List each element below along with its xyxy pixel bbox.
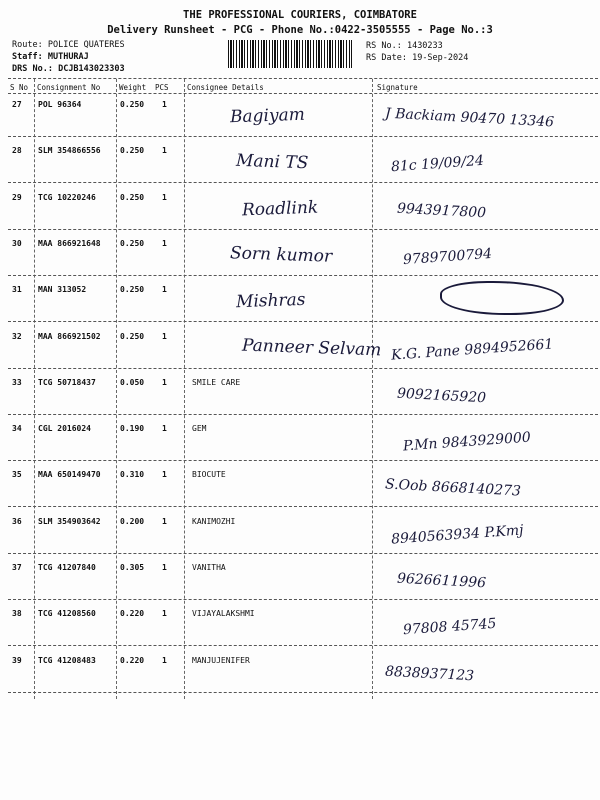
col-pcs: PCS [155, 83, 169, 92]
row-sno: 33 [12, 378, 22, 387]
row-weight: 0.220 [120, 656, 145, 665]
row-signature: 81c 19/09/24 [390, 152, 485, 176]
row-consignee: SMILE CARE [192, 378, 241, 387]
col-weight: Weight [119, 83, 147, 92]
row-signature: 8838937123 [384, 663, 475, 685]
row-divider [8, 182, 598, 183]
row-pcs: 1 [162, 100, 167, 109]
row-weight: 0.220 [120, 609, 145, 618]
row-consignment-no: MAA 866921648 [38, 239, 101, 248]
row-signature: K.G. Pane 9894952661 [390, 336, 554, 364]
staff-value: MUTHURAJ [47, 52, 89, 62]
row-consignee: VANITHA [192, 563, 226, 572]
row-divider [8, 553, 598, 554]
row-sno: 31 [12, 285, 22, 294]
row-divider [8, 136, 598, 137]
staff-line [12, 52, 89, 62]
table-top-rule [8, 78, 598, 79]
row-pcs: 1 [162, 332, 167, 341]
col-divider [372, 79, 373, 699]
row-consignment-no: TCG 50718437 [38, 378, 96, 387]
row-divider [8, 321, 598, 322]
row-consignment-no: MAA 650149470 [38, 470, 101, 479]
row-signature: 9789700794 [402, 245, 493, 269]
row-consignment-no: TCG 41208483 [38, 656, 96, 665]
rs-date-value: 19-Sep-2024 [412, 53, 469, 63]
row-signature: 9092165920 [396, 385, 487, 407]
signature-scribble [440, 281, 564, 315]
row-consignee: KANIMOZHI [192, 517, 236, 526]
row-sno: 27 [12, 100, 22, 109]
col-sno: S No [10, 83, 29, 92]
route-label: Route: [12, 40, 43, 50]
row-pcs: 1 [162, 656, 167, 665]
row-weight: 0.305 [120, 563, 145, 572]
runsheet-subtitle: Delivery Runsheet - PCG - Phone No.:0422-3505555 - Page No.:3 [107, 24, 493, 36]
row-weight: 0.250 [120, 146, 145, 155]
drs-label: DRS No.: [12, 64, 53, 74]
rs-no-line [366, 41, 443, 51]
row-sno: 35 [12, 470, 22, 479]
row-weight: 0.190 [120, 424, 145, 433]
staff-label: Staff: [12, 52, 43, 62]
row-divider [8, 368, 598, 369]
row-divider [8, 599, 598, 600]
row-consignment-no: TCG 10220246 [38, 193, 96, 202]
row-weight: 0.250 [120, 285, 145, 294]
barcode-image [228, 40, 352, 68]
row-sno: 36 [12, 517, 22, 526]
row-consignment-no: MAA 866921502 [38, 332, 101, 341]
row-signature: P.Mn 9843929000 [402, 429, 532, 455]
row-pcs: 1 [162, 146, 167, 155]
row-weight: 0.250 [120, 239, 145, 248]
row-divider [8, 460, 598, 461]
rs-date-line [366, 53, 468, 63]
row-sno: 37 [12, 563, 22, 572]
row-pcs: 1 [162, 563, 167, 572]
row-sno: 34 [12, 424, 22, 433]
row-divider [8, 692, 598, 693]
col-divider [116, 79, 117, 699]
row-consignment-no: MAN 313052 [38, 285, 87, 294]
row-handwritten-consignee: Roadlink [241, 197, 319, 221]
col-consignment: Consignment No [37, 83, 101, 92]
row-sno: 30 [12, 239, 22, 248]
row-weight: 0.200 [120, 517, 145, 526]
row-signature: 9626611996 [396, 570, 487, 592]
row-handwritten-consignee: Sorn kumor [229, 243, 333, 267]
rs-no-value: 1430233 [406, 41, 443, 51]
col-divider [184, 79, 185, 699]
row-divider [8, 506, 598, 507]
row-pcs: 1 [162, 193, 167, 202]
row-pcs: 1 [162, 285, 167, 294]
row-sno: 39 [12, 656, 22, 665]
row-pcs: 1 [162, 609, 167, 618]
row-signature: S.Oob 8668140273 [384, 476, 522, 500]
col-consignee: Consignee Details [187, 83, 264, 92]
route-line [12, 40, 125, 50]
table-header-rule [8, 93, 598, 94]
row-weight: 0.050 [120, 378, 145, 387]
row-consignee: VIJAYALAKSHMI [192, 609, 255, 618]
row-signature: 8940563934 P.Kmj [390, 522, 525, 548]
row-pcs: 1 [162, 239, 167, 248]
row-pcs: 1 [162, 470, 167, 479]
row-consignment-no: SLM 354903642 [38, 517, 101, 526]
row-sno: 28 [12, 146, 22, 155]
row-pcs: 1 [162, 424, 167, 433]
rs-no-label: RS No.: [366, 41, 402, 51]
row-pcs: 1 [162, 517, 167, 526]
col-divider [34, 79, 35, 699]
row-weight: 0.250 [120, 193, 145, 202]
drs-line [12, 64, 125, 74]
row-signature: 97808 45745 [402, 615, 497, 639]
row-consignment-no: CGL 2016024 [38, 424, 91, 433]
route-value: POLICE QUATERES [47, 40, 125, 50]
row-consignee: BIOCUTE [192, 470, 226, 479]
row-weight: 0.310 [120, 470, 145, 479]
row-pcs: 1 [162, 378, 167, 387]
row-consignee: GEM [192, 424, 207, 433]
row-divider [8, 645, 598, 646]
row-handwritten-consignee: Panneer Selvam [241, 335, 382, 361]
col-signature: Signature [377, 83, 418, 92]
row-sno: 38 [12, 609, 22, 618]
row-consignment-no: SLM 354866556 [38, 146, 101, 155]
row-signature: J Backiam 90470 13346 [384, 105, 555, 131]
row-consignee: MANJUJENIFER [192, 656, 250, 665]
row-divider [8, 229, 598, 230]
row-handwritten-consignee: Bagiyam [229, 104, 306, 128]
row-divider [8, 414, 598, 415]
row-divider [8, 275, 598, 276]
row-handwritten-consignee: Mani TS [235, 150, 309, 174]
row-weight: 0.250 [120, 332, 145, 341]
drs-value: DCJB143023303 [58, 64, 125, 74]
row-sno: 29 [12, 193, 22, 202]
row-signature: 9943917800 [396, 200, 487, 222]
row-sno: 32 [12, 332, 22, 341]
rs-date-label: RS Date: [366, 53, 407, 63]
company-title: THE PROFESSIONAL COURIERS, COIMBATORE [183, 9, 417, 21]
row-handwritten-consignee: Mishras [235, 289, 306, 313]
row-consignment-no: POL 96364 [38, 100, 82, 109]
row-weight: 0.250 [120, 100, 145, 109]
row-consignment-no: TCG 41208560 [38, 609, 96, 618]
row-consignment-no: TCG 41207840 [38, 563, 96, 572]
